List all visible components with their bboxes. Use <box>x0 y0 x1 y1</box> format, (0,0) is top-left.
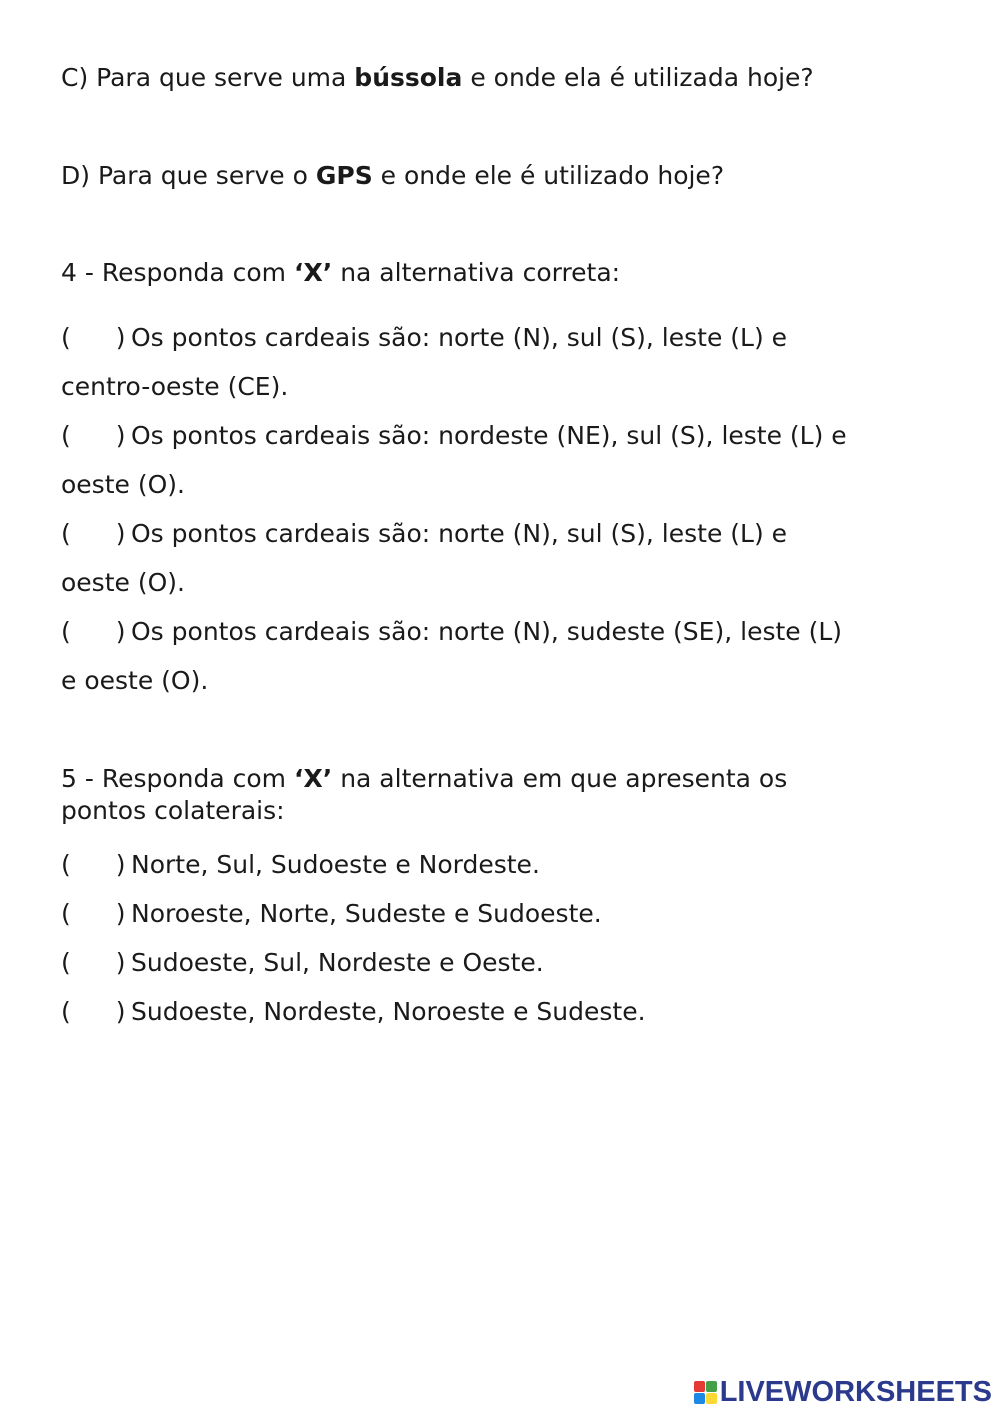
q4-option-2: ( ) Os pontos cardeais são: nordeste (NE), sul (S), leste (L) e <box>61 421 847 450</box>
question-c-keyword: bússola <box>354 63 463 92</box>
question-5-title: 5 - Responda com ‘X’ na alternativa em que apresenta os <box>61 764 788 793</box>
question-4-keyword: ‘X’ <box>293 258 333 287</box>
q4-option-4: ( ) Os pontos cardeais são: norte (N), sudeste (SE), leste (L) <box>61 617 843 646</box>
question-d: D) Para que serve o GPS e onde ele é utilizado hoje? <box>61 161 725 190</box>
q4-option-3-checkbox[interactable]: ( ) <box>61 519 126 548</box>
question-5-title-cont: pontos colaterais: <box>61 796 285 825</box>
q5-option-3: ( ) Sudoeste, Sul, Nordeste e Oeste. <box>61 948 544 977</box>
question-5-keyword: ‘X’ <box>293 764 333 793</box>
q5-option-3-checkbox[interactable]: ( ) <box>61 948 126 977</box>
liveworksheets-logo-icon <box>694 1381 717 1404</box>
q5-option-1-checkbox[interactable]: ( ) <box>61 850 126 879</box>
q4-option-3: ( ) Os pontos cardeais são: norte (N), sul (S), leste (L) e <box>61 519 788 548</box>
q5-option-4-checkbox[interactable]: ( ) <box>61 997 126 1026</box>
q4-option-1: ( ) Os pontos cardeais são: norte (N), sul (S), leste (L) e <box>61 323 788 352</box>
q5-option-2: ( ) Noroeste, Norte, Sudeste e Sudoeste. <box>61 899 602 928</box>
question-4-title: 4 - Responda com ‘X’ na alternativa correta: <box>61 258 621 287</box>
q4-option-4-cont: e oeste (O). <box>61 666 209 695</box>
q4-option-4-checkbox[interactable]: ( ) <box>61 617 126 646</box>
q4-option-3-cont: oeste (O). <box>61 568 185 597</box>
q5-option-2-checkbox[interactable]: ( ) <box>61 899 126 928</box>
liveworksheets-logo[interactable] <box>694 1377 992 1407</box>
q5-option-4: ( ) Sudoeste, Nordeste, Noroeste e Sudeste. <box>61 997 646 1026</box>
question-d-keyword: GPS <box>315 161 373 190</box>
liveworksheets-logo-text: LIVEWORKSHEETS <box>719 1375 992 1408</box>
q5-option-1: ( ) Norte, Sul, Sudoeste e Nordeste. <box>61 850 540 879</box>
q4-option-1-cont: centro-oeste (CE). <box>61 372 289 401</box>
q4-option-1-checkbox[interactable]: ( ) <box>61 323 126 352</box>
q4-option-2-checkbox[interactable]: ( ) <box>61 421 126 450</box>
q4-option-2-cont: oeste (O). <box>61 470 185 499</box>
question-c: C) Para que serve uma bússola e onde ela é utilizada hoje? <box>61 63 814 92</box>
